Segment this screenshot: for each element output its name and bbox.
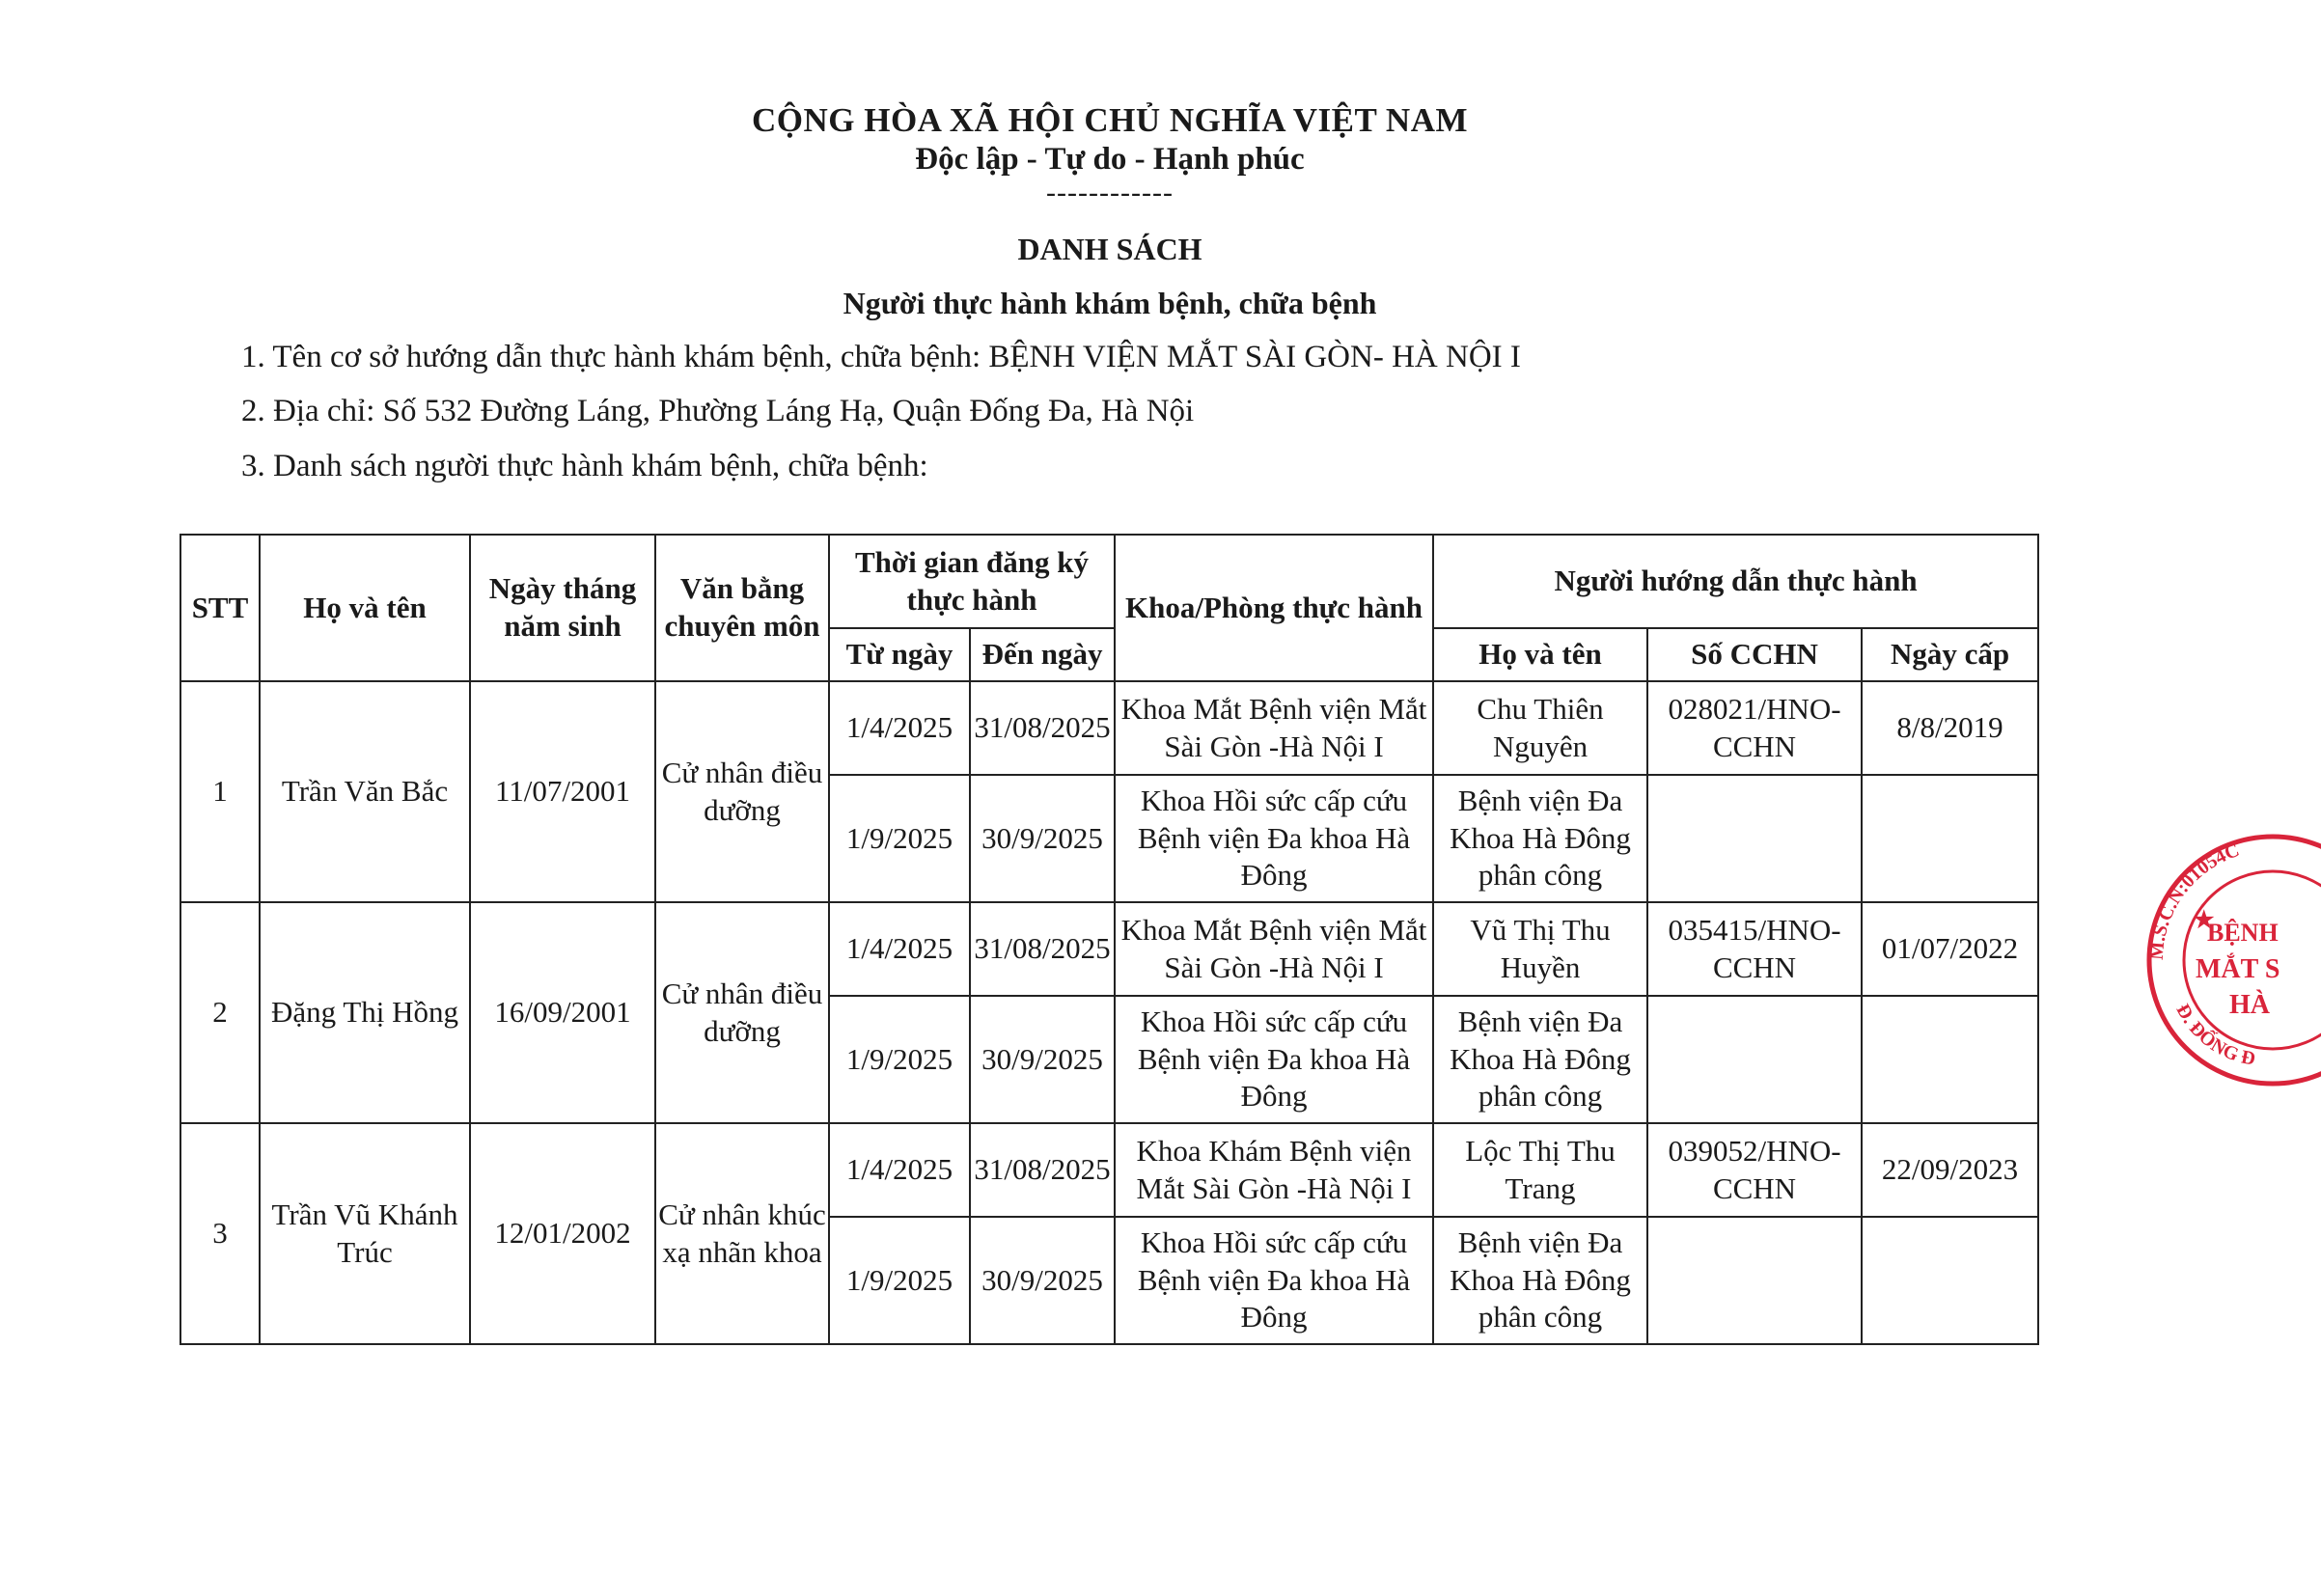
seal-inner-line-2: MẮT S bbox=[2196, 954, 2280, 984]
header-from-date: Từ ngày bbox=[829, 628, 970, 681]
cell-certificate-number: 028021/HNO-CCHN bbox=[1647, 681, 1862, 775]
table-row bbox=[180, 902, 2038, 996]
cell-supervisor-name: Bệnh viện Đa Khoa Hà Đông phân công bbox=[1433, 1217, 1647, 1344]
cell-degree: Cử nhân điều dưỡng bbox=[655, 902, 829, 1123]
table-header-row bbox=[180, 535, 2038, 628]
cell-issue-date: 01/07/2022 bbox=[1862, 902, 2038, 996]
table-row bbox=[180, 681, 2038, 775]
seal-ring-text: M.S.C.N:01054C bbox=[2145, 839, 2243, 961]
cell-to-date: 31/08/2025 bbox=[970, 902, 1115, 996]
cell-department: Khoa Hồi sức cấp cứu Bệnh viện Đa khoa Hà Đông bbox=[1115, 1217, 1433, 1344]
cell-certificate-number bbox=[1647, 775, 1862, 902]
practitioner-list-heading: 3. Danh sách người thực hành khám bệnh, chữa bệnh: bbox=[241, 449, 928, 483]
seal-inner-line-3: HÀ bbox=[2229, 990, 2270, 1020]
cell-to-date: 30/9/2025 bbox=[970, 1217, 1115, 1344]
cell-department: Khoa Hồi sức cấp cứu Bệnh viện Đa khoa Hà Đông bbox=[1115, 996, 1433, 1123]
header-degree: Văn bằng chuyên môn bbox=[655, 535, 829, 681]
seal-bottom-text: Đ. ĐỐNG Đ bbox=[2171, 1000, 2257, 1070]
cell-stt: 3 bbox=[180, 1123, 260, 1344]
seal-inner-line-1: BỆNH bbox=[2207, 919, 2279, 947]
cell-department: Khoa Hồi sức cấp cứu Bệnh viện Đa khoa Hà Đông bbox=[1115, 775, 1433, 902]
practitioner-table bbox=[180, 534, 2039, 1345]
cell-to-date: 31/08/2025 bbox=[970, 1123, 1115, 1217]
cell-dob: 12/01/2002 bbox=[470, 1123, 655, 1344]
cell-to-date: 31/08/2025 bbox=[970, 681, 1115, 775]
cell-certificate-number: 039052/HNO-CCHN bbox=[1647, 1123, 1862, 1217]
cell-supervisor-name: Lộc Thị Thu Trang bbox=[1433, 1123, 1647, 1217]
header-name: Họ và tên bbox=[260, 535, 470, 681]
cell-from-date: 1/9/2025 bbox=[829, 1217, 970, 1344]
header-dob: Ngày tháng năm sinh bbox=[470, 535, 655, 681]
hospital-seal-stamp bbox=[2128, 825, 2321, 1095]
cell-degree: Cử nhân điều dưỡng bbox=[655, 681, 829, 902]
cell-department: Khoa Khám Bệnh viện Mắt Sài Gòn -Hà Nội I bbox=[1115, 1123, 1433, 1217]
cell-certificate-number bbox=[1647, 1217, 1862, 1344]
cell-name: Trần Vũ Khánh Trúc bbox=[260, 1123, 470, 1344]
cell-stt: 2 bbox=[180, 902, 260, 1123]
header-separator: ------------ bbox=[1046, 177, 1174, 208]
cell-from-date: 1/9/2025 bbox=[829, 775, 970, 902]
cell-supervisor-name: Chu Thiên Nguyên bbox=[1433, 681, 1647, 775]
cell-issue-date bbox=[1862, 996, 2038, 1123]
facility-name-line: 1. Tên cơ sở hướng dẫn thực hành khám bệnh, chữa bệnh: BỆNH VIỆN MẮT SÀI GÒN- HÀ NỘI I bbox=[241, 340, 1521, 374]
cell-certificate-number: 035415/HNO-CCHN bbox=[1647, 902, 1862, 996]
cell-department: Khoa Mắt Bệnh viện Mắt Sài Gòn -Hà Nội I bbox=[1115, 902, 1433, 996]
cell-stt: 1 bbox=[180, 681, 260, 902]
cell-from-date: 1/4/2025 bbox=[829, 902, 970, 996]
header-period: Thời gian đăng ký thực hành bbox=[829, 535, 1115, 628]
cell-name: Đặng Thị Hồng bbox=[260, 902, 470, 1123]
header-to-date: Đến ngày bbox=[970, 628, 1115, 681]
cell-issue-date bbox=[1862, 1217, 2038, 1344]
document-subtitle: Người thực hành khám bệnh, chữa bệnh bbox=[843, 286, 1377, 320]
header-department: Khoa/Phòng thực hành bbox=[1115, 535, 1433, 681]
cell-issue-date: 22/09/2023 bbox=[1862, 1123, 2038, 1217]
cell-from-date: 1/4/2025 bbox=[829, 681, 970, 775]
cell-from-date: 1/9/2025 bbox=[829, 996, 970, 1123]
national-title: CỘNG HÒA XÃ HỘI CHỦ NGHĨA VIỆT NAM bbox=[751, 101, 1469, 139]
cell-supervisor-name: Bệnh viện Đa Khoa Hà Đông phân công bbox=[1433, 996, 1647, 1123]
cell-dob: 16/09/2001 bbox=[470, 902, 655, 1123]
header-certificate-number: Số CCHN bbox=[1647, 628, 1862, 681]
header-stt: STT bbox=[180, 535, 260, 681]
cell-name: Trần Văn Bắc bbox=[260, 681, 470, 902]
cell-issue-date: 8/8/2019 bbox=[1862, 681, 2038, 775]
cell-degree: Cử nhân khúc xạ nhãn khoa bbox=[655, 1123, 829, 1344]
cell-to-date: 30/9/2025 bbox=[970, 996, 1115, 1123]
facility-address-line: 2. Địa chỉ: Số 532 Đường Láng, Phường Láng Hạ, Quận Đống Đa, Hà Nội bbox=[241, 394, 1195, 428]
cell-supervisor-name: Vũ Thị Thu Huyền bbox=[1433, 902, 1647, 996]
table-row bbox=[180, 1123, 2038, 1217]
cell-supervisor-name: Bệnh viện Đa Khoa Hà Đông phân công bbox=[1433, 775, 1647, 902]
national-motto: Độc lập - Tự do - Hạnh phúc bbox=[915, 142, 1305, 177]
cell-from-date: 1/4/2025 bbox=[829, 1123, 970, 1217]
header-supervisor-name: Họ và tên bbox=[1433, 628, 1647, 681]
document-title: DANH SÁCH bbox=[1017, 232, 1202, 266]
cell-to-date: 30/9/2025 bbox=[970, 775, 1115, 902]
seal-star-icon: ★ bbox=[2194, 908, 2215, 933]
cell-department: Khoa Mắt Bệnh viện Mắt Sài Gòn -Hà Nội I bbox=[1115, 681, 1433, 775]
cell-issue-date bbox=[1862, 775, 2038, 902]
cell-certificate-number bbox=[1647, 996, 1862, 1123]
header-issue-date: Ngày cấp bbox=[1862, 628, 2038, 681]
cell-dob: 11/07/2001 bbox=[470, 681, 655, 902]
header-supervisor: Người hướng dẫn thực hành bbox=[1433, 535, 2038, 628]
